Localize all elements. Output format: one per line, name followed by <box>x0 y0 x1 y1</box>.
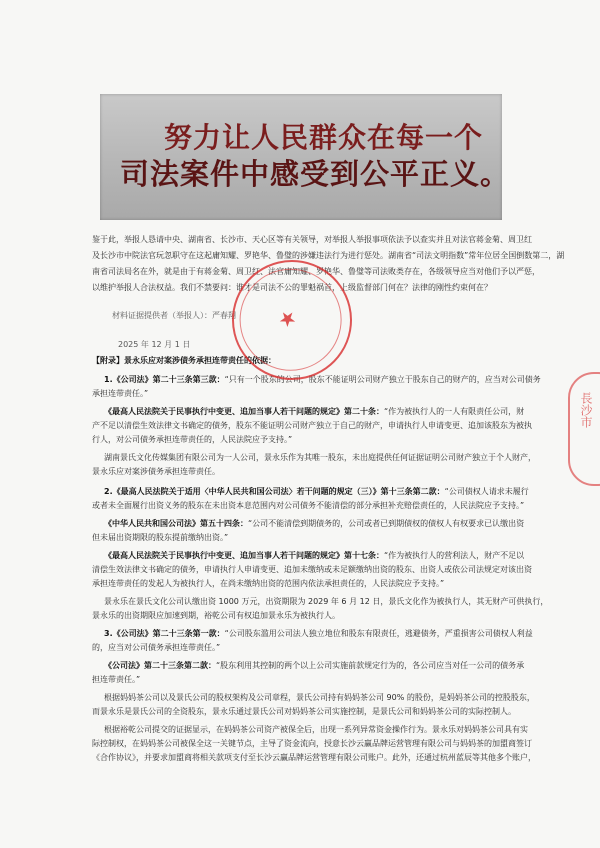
item-8-cont-1: 的，应当对公司债务承担连带责任。” <box>92 643 221 652</box>
banner-line-1: 努力让人民群众在每一个 <box>164 121 484 154</box>
banner-line-2: 司法案件中感受到公平正义。 <box>120 157 511 191</box>
item-1-line-1 <box>104 374 541 385</box>
item-8-lead: 3.《公司法》第二十三条第一款： <box>104 629 225 638</box>
item-10-line-1: 根据妈妈茶公司以及景氏公司的股权架构及公司章程，景氏公司持有妈妈茶公司 90% 的股份，是妈妈茶公司的控股股东， <box>104 693 535 702</box>
item-2-cont-1: 产不足以清偿生效法律文书确定的债务，股东不能证明公司财产独立于自己的财产，申请执行人申请变更、追加该股东为被执 <box>92 421 532 430</box>
appendix-title: 【附录】景永乐应对案涉债务承担连带责任的依据： <box>92 356 276 365</box>
item-8-text: “公司股东滥用公司法人独立地位和股东有限责任，逃避债务，严重损害公司债权人利益 <box>224 629 533 638</box>
item-3-line-1: 湖南景氏文化传媒集团有限公司为一人公司，景永乐作为其唯一股东，未出庭提供任何证据证明公司财产独立于个人财产， <box>104 453 536 462</box>
intro-line-3: 南省司法局名在外，就是由于有蒋金菊、周卫红、法官庸知耀、罗艳华、鲁璧等司法败类存在，各级领导应当对他们予以严惩， <box>92 267 540 276</box>
intro-line-2: 及长沙市中院法官玩忽职守在这起庸知耀、罗艳华、鲁璧的涉嫌违法行为进行惩处。湖南省“司法文明指数”常年位居全国倒数第二，湖 <box>92 251 565 260</box>
item-5-text: “公司不能清偿到期债务的，公司或者已到期债权的债权人有权要求已认缴出资 <box>248 519 525 528</box>
item-6-line-1 <box>104 550 524 561</box>
item-1-cont-1: 承担连带责任。” <box>92 389 149 398</box>
item-2-text: “作为被执行人的一人有限责任公司，财 <box>384 407 525 416</box>
item-9-cont-1: 担连带责任。” <box>92 675 141 684</box>
item-6-lead: 《最高人民法院关于民事执行中变更、追加当事人若干问题的规定》第十七条： <box>104 551 384 560</box>
item-11-line-1: 根据裕乾公司提交的证据显示，在妈妈茶公司资产被保全后，出现一系列异常资金操作行为。景永乐对妈妈茶公司具有实 <box>104 725 528 734</box>
edge-seal-text: 長沙市 <box>579 392 593 428</box>
item-9-text: “股东利用其控制的两个以上公司实施前款规定行为的，各公司应当对任一公司的债务承 <box>216 661 525 670</box>
item-6-cont-2: 承担连带责任的发起人为被执行人，在尚未缴纳出资的范围内依法承担责任的，人民法院应予支持。” <box>92 579 445 588</box>
item-2-lead: 《最高人民法院关于民事执行中变更、追加当事人若干问题的规定》第二十条： <box>104 407 384 416</box>
item-4-text: “公司债权人请求未履行 <box>444 487 529 496</box>
item-4-lead: 2.《最高人民法院关于适用〈中华人民共和国公司法〉若干问题的规定（三）》第十三条第二款： <box>104 487 445 496</box>
item-6-text: “作为被执行人的营利法人，财产不足以 <box>384 551 525 560</box>
item-9-lead: 《公司法》第二十三条第二款： <box>104 661 216 670</box>
item-9-line-1 <box>104 660 524 671</box>
item-5-lead: 《中华人民共和国公司法》第五十四条： <box>104 519 248 528</box>
seal-star-icon: ★ <box>272 303 302 334</box>
edge-seal <box>568 372 600 486</box>
item-2-cont-2: 行人，对公司债务承担连带责任的，人民法院应予支持。” <box>92 435 293 444</box>
item-7-cont-1: 景永乐的出资期限应加速到期，裕乾公司有权追加景永乐为被执行人。 <box>92 611 340 620</box>
item-1-lead: 1.《公司法》第二十三条第三款： <box>104 375 225 384</box>
date-line: 2025 年 12 月 1 日 <box>118 340 191 349</box>
item-11-cont-1: 际控制权，在妈妈茶公司被保全这一关键节点，主导了资金流向，授意长沙云赢品牌运营管理有限公司与妈妈茶的加盟商签订 <box>92 739 532 748</box>
provider-line: 材料证据提供者（举报人）：严春翔 <box>112 311 236 320</box>
item-4-line-1 <box>104 486 529 497</box>
item-5-cont-1: 但未届出资期限的股东提前缴纳出资。” <box>92 533 229 542</box>
item-7-line-1: 景永乐在景氏文化公司认缴出资 1000 万元，出资期限为 2029 年 6 月 12 日，景氏文化作为被执行人，其无财产可供执行， <box>104 597 549 606</box>
intro-line-4: 以维护举报人合法权益。我们不禁要问：谁才是司法不公的罪魁祸首，上级监督部门何在？法律的刚性约束何在？ <box>92 283 492 292</box>
item-5-line-1 <box>104 518 524 529</box>
item-2-line-1 <box>104 406 524 417</box>
item-3-cont-1: 景永乐应对案涉债务承担连带责任。 <box>92 467 220 476</box>
item-8-line-1 <box>104 628 533 639</box>
intro-line-1: 鉴于此，举报人恳请中央、湖南省、长沙市、天心区等有关领导，对举报人举报事项依法予以查实并且对法官蒋金菊、周卫红 <box>92 235 532 244</box>
item-6-cont-1: 清偿生效法律文书确定的债务，申请执行人申请变更、追加未缴纳或未足额缴纳出资的股东、出资人或依公司法规定对该出资 <box>92 565 532 574</box>
item-11-cont-2: 《合作协议》，并要求加盟商将相关款项支付至长沙云赢品牌运营管理有限公司账户。此外，还通过杭州蓝辰等其他多个账户， <box>92 753 536 762</box>
item-1-text: “只有一个股东的公司，股东不能证明公司财产独立于股东自己的财产的，应当对公司债务 <box>224 375 541 384</box>
item-4-cont-1: 或者未全面履行出资义务的股东在未出资本息范围内对公司债务不能清偿的部分承担补充赔偿责任的，人民法院应予支持。” <box>92 501 525 510</box>
item-10-cont-1: 而景永乐是景氏公司的全资股东，景永乐通过景氏公司对妈妈茶公司实施控制，是景氏公司和妈妈茶公司的实际控制人。 <box>92 707 516 716</box>
